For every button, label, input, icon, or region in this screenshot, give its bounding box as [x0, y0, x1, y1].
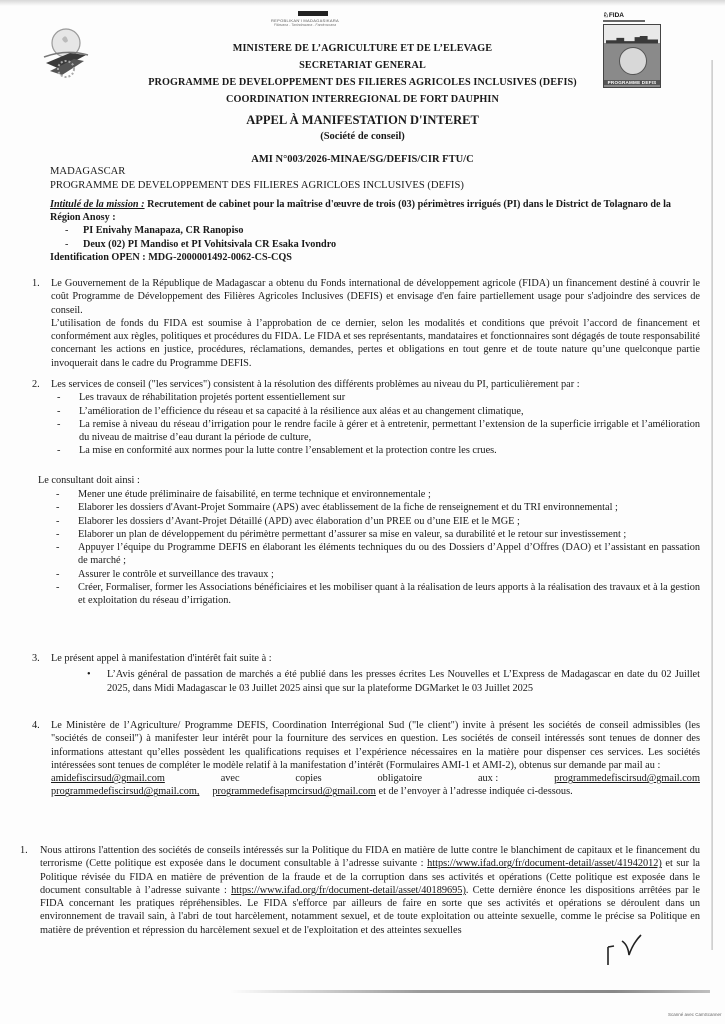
list-item [50, 515, 700, 528]
bullet-dash: - [56, 568, 60, 580]
list-item [51, 391, 700, 404]
section-4 [32, 719, 700, 799]
republic-logo-name: REPOBLIKAN'I MADAGASIKARA [270, 18, 340, 23]
initials-signature-icon [604, 933, 644, 973]
section-3 [32, 652, 700, 695]
consultant-task-list [50, 488, 700, 608]
email-row-1 [51, 772, 700, 785]
fida-defis-logo [603, 11, 661, 88]
list-item [50, 541, 700, 568]
consultant-intro: Le consultant doit ainsi : [38, 475, 140, 486]
text-avec: avec [220, 773, 240, 785]
mission-label: Intitulé de la mission : [50, 199, 145, 210]
defis-logo-label: PROGRAMME DEFIS [604, 80, 660, 85]
bullet-dot: • [87, 669, 91, 681]
section-2-intro: Les services de conseil ("les services") consistent à la résolution des différents problèmes au niveau du PI, particulièrement par : [51, 379, 580, 390]
scan-right-edge [711, 60, 713, 950]
fida-logo-tagline [603, 20, 645, 22]
flag-icon [298, 11, 328, 16]
list-item [50, 581, 700, 608]
bullet-dash: - [57, 405, 61, 417]
bullet-dash: - [57, 445, 61, 457]
mission-site: PI Enivahy Manapaza, CR Ranopiso [83, 225, 244, 237]
secretariat-name: SECRETARIAT GENERAL [299, 60, 426, 71]
list-item-text: Elaborer les dossiers d’Avant-Projet Détaillé (APD) avec élaboration d’un PREE ou d’une EIE et le MGE ; [78, 515, 520, 527]
fida-leaf-icon: ♘ [603, 12, 609, 19]
consultant-tasks [50, 488, 700, 608]
list-item-text: Créer, Formaliser, former les Associations bénéficiaires et les mobiliser quant à la réalisation de leurs apports à la réalisation des travaux et à la gestion et exploitation du réseau d’irrigation. [78, 582, 700, 607]
list-item-text: L’amélioration de l’efficience du réseau et sa capacité à la résilience aux aléas et au changement climatique, [79, 405, 524, 417]
list-item [51, 418, 700, 445]
mission-text: Recrutement de cabinet pour la maîtrise d'œuvre de trois (03) périmètres irrigués (PI) dans le District de Tolagnaro de la Région Anosy : [50, 199, 672, 224]
list-item [51, 405, 700, 418]
list-item-text: La remise à niveau du réseau d’irrigation pour le rendre facile à gérer et à entretenir, permettant l’extension de la superficie irrigable et l’amélioration du niveau de maitrise d’eau durant la période de culture, [79, 418, 700, 444]
email-row-2 [51, 785, 700, 798]
list-item-text: La mise en conformité aux normes pour la lutte contre l’ensablement et la protection contre les crues. [79, 445, 497, 457]
list-item [50, 501, 700, 514]
email-copy-link-3[interactable]: programmedefisapmcirsud@gmail.com [212, 786, 376, 798]
page-title: APPEL À MANIFESTATION D'INTERET [246, 113, 479, 127]
scan-bottom-shadow [230, 990, 710, 993]
bullet-dash: - [56, 489, 60, 500]
publication-list [51, 668, 700, 695]
section-number: 3. [32, 653, 40, 664]
mission-title [50, 198, 700, 224]
email-copy-link-1[interactable]: programmedefiscirsud@gmail.com [554, 773, 700, 785]
camscanner-watermark: Scanné avec CamScanner [668, 1012, 722, 1017]
section-4-tail: et de l’envoyer à l’adresse indiquée ci-dessous. [375, 786, 573, 798]
program-line: PROGRAMME DE DEVELOPPEMENT DES FILIERES AGRICLOES INCLUSIVES (DEFIS) [50, 180, 464, 191]
text-obligatoire: obligatoire [377, 773, 423, 785]
list-item [65, 238, 700, 251]
defis-logo-globe-icon [619, 47, 647, 75]
section-number: 4. [32, 720, 40, 731]
bullet-dash: - [57, 392, 61, 404]
republic-logo-motto: Fitiavana - Tanindrazana - Fandrosoana [273, 23, 337, 27]
section-5-text-2: et sur la Politique révisée du FIDA en matière de prévention de la fraude et de la corruption dans ses activités et opérations (Cette politique est exposée dans le document consultable à l’adresse suivante : [40, 858, 700, 896]
list-item-text: Les travaux de réhabilitation projetés portent essentiellement sur [79, 392, 346, 404]
list-item-text: Appuyer l’équipe du Programme DEFIS en élaborant les éléments techniques du ou des Dossiers d’Appel d’Offres (DAO) et l’assistant en passation de marché ; [78, 542, 700, 567]
section-1-paragraph-1: Le Gouvernement de la République de Madagascar a obtenu du Fonds international de développement agricole (FIDA) un financement destiné à couvrir le coût Programme de Développement des Filières Agricoles Inclusives (DEFIS) et envisage d'en faire partiellement usage pour s'adjoindre des services de conseil. [51, 278, 700, 316]
list-item [51, 668, 700, 695]
list-item [50, 528, 700, 541]
defis-logo-box [603, 24, 661, 88]
section-number: 2. [32, 379, 40, 390]
programme-name: PROGRAMME DE DEVELOPPEMENT DES FILIERES AGRICOLES INCLUSIVES (DEFIS) [148, 77, 577, 88]
email-copy-link-2[interactable]: programmedefiscirsud@gmail.com, [51, 786, 200, 798]
mission-block [50, 198, 700, 264]
bullet-dash: - [56, 582, 60, 594]
text-copies: copies [295, 773, 322, 785]
text-aux: aux : [477, 773, 499, 785]
page-subtitle: (Société de conseil) [320, 131, 405, 142]
republic-logo [205, 11, 405, 27]
section-5 [20, 844, 700, 937]
mission-sites-list [50, 224, 700, 250]
services-list [51, 391, 700, 457]
section-1-paragraph-2: L’utilisation de fonds du FIDA est soumise à l’approbation de ce dernier, selon les modalités et conditions que prévoit l’accord de financement et conformément aux règles, politiques et procédures du FIDA. Le FIDA et ses représentants, mandataires et fonctionnaires sont dégagés de toute responsabilité concernant les actions en justice, procédures, réclamations, demandes, pertes et obligations en tout genre et de toute nature qu’une quelconque partie invoquerait dans le cadre du Programme DEFIS. [51, 317, 700, 369]
section-5-text-1: Nous attirons l'attention des sociétés de conseils intéressés sur la Politique du FIDA en matière de lutte contre le blanchiment de capitaux et le financement du terrorisme (Cette politique est exposée dans le document consultable à l’adresse suivante : [40, 845, 700, 870]
list-item-text: Mener une étude préliminaire de faisabilité, en terme technique et environnementale ; [78, 489, 431, 500]
coordination-name: COORDINATION INTERREGIONAL DE FORT DAUPHIN [226, 94, 499, 105]
bullet-dash: - [65, 225, 69, 237]
country: MADAGASCAR [50, 166, 126, 177]
bullet-dash: - [56, 528, 60, 540]
email-main-link[interactable]: amidefiscirsud@gmail.com [51, 773, 165, 785]
fida-logo-text: FIDA [608, 12, 624, 19]
list-item [51, 444, 700, 457]
identification-open: Identification OPEN : MDG-2000001492-0062-CS-CQS [50, 251, 292, 263]
list-item [65, 224, 700, 237]
ifad-link-aml[interactable]: https://www.ifad.org/fr/document-detail/asset/41942012) [427, 858, 662, 870]
list-item-text: L’Avis général de passation de marchés a été publié dans les presses écrites Les Nouvelles et L’Express de Madagascar en date du 02 Juillet 2025, dans Midi Madagascar le 03 Juillet 2025 ainsi que sur la plateforme DGMarket le 03 Juillet 2025 [107, 669, 700, 694]
ministry-name: MINISTERE DE L’AGRICULTURE ET DE L’ELEVAGE [232, 43, 493, 54]
bullet-dash: - [56, 542, 60, 554]
bullet-dash: - [56, 515, 60, 527]
fida-logo-title [603, 11, 661, 19]
list-item-text: Assurer le contrôle et surveillance des travaux ; [78, 568, 274, 580]
bullet-dash: - [56, 502, 60, 514]
section-5-text-3: . Cette dernière énonce les dispositions arrêtées par le FIDA concernant les pratiques répréhensibles. Le FIDA s'efforce par ailleurs de faire en sorte que ses activités et opérations se déroulent dans un environnement de travail sain, à l'abri de tout harcèlement, notamment sexuel, et de toute exploitation ou atteinte sexuelle, comme le précise sa Politique en matière de prévention et répression du harcèlement sexuel et de l'exploitation et des atteintes sexuelles [40, 884, 700, 936]
list-item [50, 488, 700, 501]
list-item [50, 568, 700, 581]
list-item-text: Elaborer les dossiers d'Avant-Projet Sommaire (APS) avec établissement de la fiche de renseignement et du TRI environnemental ; [78, 502, 618, 514]
title-block [0, 112, 725, 144]
list-item-text: Elaborer un plan de développement du périmètre permettant d’assurer sa mise en valeur, sa durabilité et le retour sur investissement ; [78, 528, 627, 540]
section-number: 1. [20, 845, 28, 856]
section-3-intro: Le présent appel à manifestation d'intérêt fait suite à : [51, 653, 272, 664]
mission-site: Deux (02) PI Mandiso et PI Vohitsivala CR Esaka Ivondro [83, 238, 337, 250]
bullet-dash: - [65, 238, 69, 250]
scan-top-shadow [0, 0, 725, 6]
bullet-dash: - [57, 418, 61, 430]
section-1 [32, 277, 700, 370]
ami-reference: AMI N°003/2026-MINAE/SG/DEFIS/CIR FTU/C [251, 154, 474, 165]
section-number: 1. [32, 278, 40, 289]
section-2 [32, 378, 700, 458]
section-4-text: Le Ministère de l’Agriculture/ Programme DEFIS, Coordination Interrégional Sud ("le client") invite à présent les sociétés de conseil admissibles (les "sociétés de conseil") à manifester leur intérêt pour la fourniture des services en question. Les sociétés de conseil intéressés sont tenues de donner des informations attestant qu’elles possèdent les qualifications requises et l’expérience nécessaires en la matière pour dispenser ces services. Les sociétés intéressées sont tenues de compléter le modèle relatif à la manifestation d’intérêt (Formulaires AMI-1 et AMI-2), obtenus sur demande par mail au : [51, 720, 700, 771]
ifad-link-fraud[interactable]: https://www.ifad.org/fr/document-detail/asset/40189695) [231, 884, 466, 896]
